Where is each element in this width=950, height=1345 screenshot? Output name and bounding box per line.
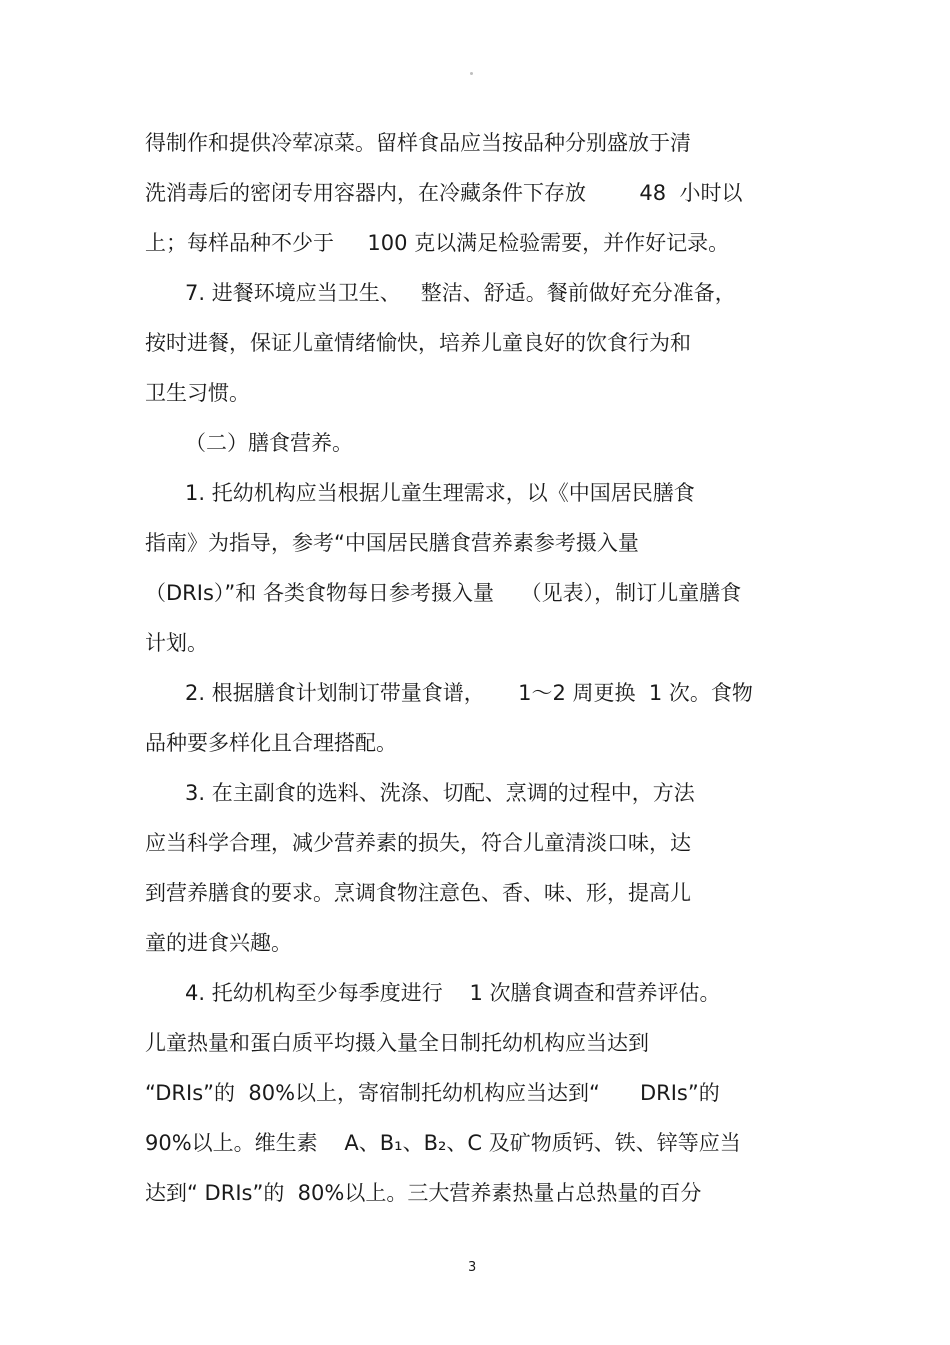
text-line: （DRIs）”和 各类食物每日参考摄入量 （见表），制订儿童膳食 [145, 581, 742, 605]
text-line: 得制作和提供冷荤凉菜。留样食品应当按品种分别盛放于清 [145, 131, 691, 155]
text-line: 儿童热量和蛋白质平均摄入量全日制托幼机构应当达到 [145, 1031, 649, 1055]
section-heading: （二）膳食营养。 [145, 431, 354, 455]
text-line: “DRIs”的 80%以上，寄宿制托幼机构应当达到“ DRIs”的 [145, 1081, 720, 1105]
text-line: 4. 托幼机构至少每季度进行 1 次膳食调查和营养评估。 [145, 981, 721, 1005]
text-line: 达到“ DRIs”的 80%以上。三大营养素热量占总热量的百分 [145, 1181, 702, 1205]
text-line: 2. 根据膳食计划制订带量食谱， 1～2 周更换 1 次。食物 [145, 681, 753, 705]
text-line: 计划。 [145, 631, 208, 655]
text-line: 90%以上。维生素 A、B₁、B₂、C 及矿物质钙、铁、锌等应当 [145, 1131, 741, 1155]
text-line: 上；每样品种不少于 100 克以满足检验需要，并作好记录。 [145, 231, 730, 255]
text-line: 7. 进餐环境应当卫生、 整洁、舒适。餐前做好充分准备， [145, 281, 736, 305]
text-line: 到营养膳食的要求。烹调食物注意色、香、味、形，提高儿 [145, 881, 691, 905]
page-number: 3 [468, 1260, 477, 1275]
text-line: 3. 在主副食的选料、洗涤、切配、烹调的过程中，方法 [145, 781, 695, 805]
text-line: 1. 托幼机构应当根据儿童生理需求，以《中国居民膳食 [145, 481, 695, 505]
top-mark [470, 72, 473, 75]
text-line: 洗消毒后的密闭专用容器内，在冷藏条件下存放 48 小时以 [145, 181, 743, 205]
text-line: 卫生习惯。 [145, 381, 250, 405]
text-line: 应当科学合理，减少营养素的损失，符合儿童清淡口味，达 [145, 831, 691, 855]
text-line: 童的进食兴趣。 [145, 931, 292, 955]
text-line: 指南》为指导，参考“中国居民膳食营养素参考摄入量 [145, 531, 639, 555]
text-line: 按时进餐，保证儿童情绪愉快，培养儿童良好的饮食行为和 [145, 331, 691, 355]
text-line: 品种要多样化且合理搭配。 [145, 731, 397, 755]
